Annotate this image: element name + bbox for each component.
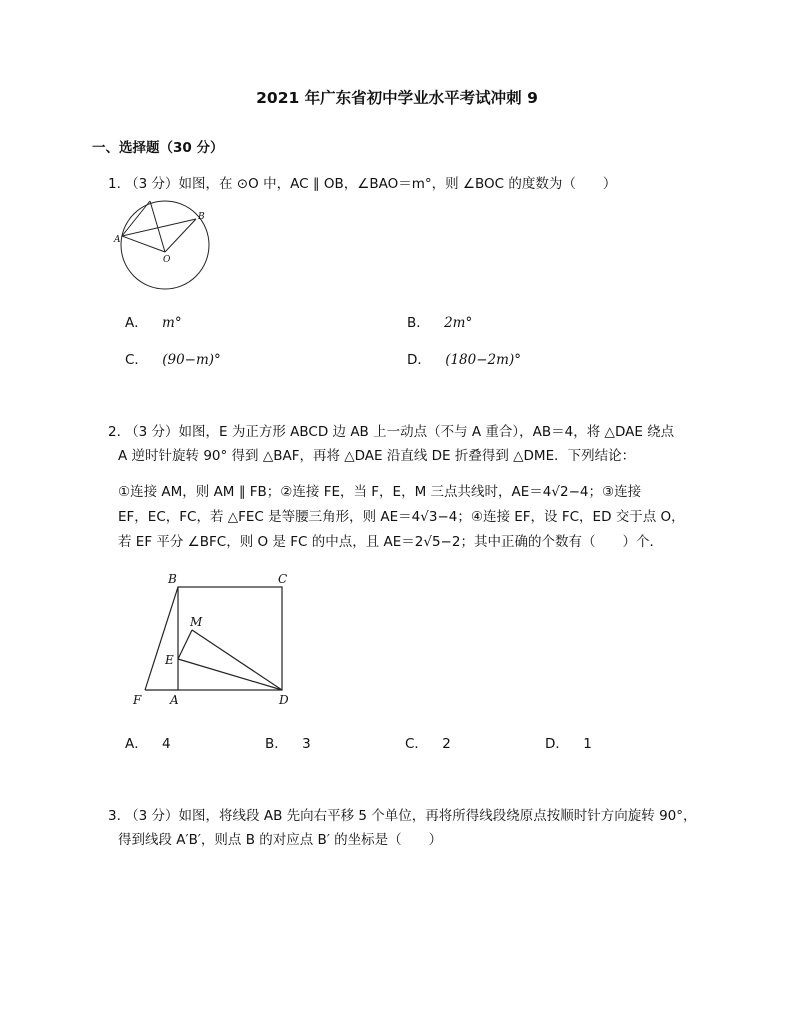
circle-o: [121, 201, 209, 289]
q1-option-d[interactable]: [407, 348, 521, 368]
q2-line-5: 若 EF 平分 ∠BFC，则 O 是 FC 的中点，且 AE＝2√5−2；其中正确的个数有（ ）个．: [118, 534, 663, 550]
q2-option-a[interactable]: [125, 732, 171, 752]
option-text: 2m°: [444, 315, 473, 331]
option-text: 4: [162, 736, 171, 752]
q1-option-c[interactable]: [125, 348, 221, 368]
q2-line-2: A 逆时针旋转 90° 得到 △BAF，再将 △DAE 沿直线 DE 折叠得到 △DME．下列结论：: [118, 448, 636, 464]
option-text: (90−m)°: [162, 352, 221, 368]
option-letter: A．: [125, 736, 148, 752]
option-text: (180−2m)°: [445, 352, 521, 368]
option-letter: D．: [407, 352, 431, 368]
q1-option-b[interactable]: [407, 311, 472, 331]
label-m: M: [190, 615, 203, 629]
label-a: A: [114, 235, 121, 245]
segment-ao: [122, 236, 165, 252]
q1-stem: 1. （3 分）如图，在 ⊙O 中，AC ∥ OB，∠BAO＝m°，则 ∠BOC 的度数为（ ）: [108, 176, 617, 192]
option-text: 2: [442, 736, 451, 752]
label-c: C: [278, 572, 288, 586]
q2-line-1: 2. （3 分）如图，E 为正方形 ABCD 边 AB 上一动点（不与 A 重合），AB＝4，将 △DAE 绕点: [108, 424, 675, 440]
option-letter: D．: [545, 736, 569, 752]
label-f: F: [133, 693, 142, 707]
option-text: 3: [302, 736, 311, 752]
q1-option-a[interactable]: [125, 311, 182, 331]
label-e: E: [165, 653, 174, 667]
q2-line-4: EF，EC，FC，若 △FEC 是等腰三角形，则 AE＝4√3−4；④连接 EF，设 FC，ED 交于点 O，: [118, 509, 685, 525]
option-text: m°: [162, 315, 182, 331]
q2-square-figure: [130, 570, 300, 710]
section-heading: 一、选择题（30 分）: [92, 140, 224, 156]
segment-fb: [145, 587, 178, 690]
segment-em: [178, 630, 192, 659]
option-letter: C．: [405, 736, 428, 752]
label-b: B: [198, 212, 205, 222]
option-letter: B．: [407, 315, 430, 331]
segment-md: [192, 630, 282, 690]
q3-line-2: 得到线段 A′B′，则点 B 的对应点 B′ 的坐标是（ ）: [118, 832, 443, 848]
q2-option-d[interactable]: [545, 732, 592, 752]
q1-circle-figure: [110, 205, 220, 295]
option-letter: A．: [125, 315, 148, 331]
option-letter: B．: [265, 736, 288, 752]
label-a: A: [170, 693, 179, 707]
segment-ed: [178, 659, 282, 690]
label-b: B: [168, 572, 177, 586]
q2-option-c[interactable]: [405, 732, 451, 752]
label-d: D: [279, 693, 289, 707]
option-text: 1: [583, 736, 592, 752]
segment-ob: [165, 219, 196, 252]
label-o: O: [163, 255, 171, 265]
q2-line-3: ①连接 AM，则 AM ∥ FB；②连接 FE，当 F，E，M 三点共线时，AE＝4√2−4；③连接: [118, 484, 642, 500]
q2-option-b[interactable]: [265, 732, 311, 752]
option-letter: C．: [125, 352, 148, 368]
page-title: 2021 年广东省初中学业水平考试冲刺 9: [256, 89, 538, 107]
q3-line-1: 3. （3 分）如图，将线段 AB 先向右平移 5 个单位，再将所得线段绕原点按顺时针方向旋转 90°，: [108, 808, 697, 824]
